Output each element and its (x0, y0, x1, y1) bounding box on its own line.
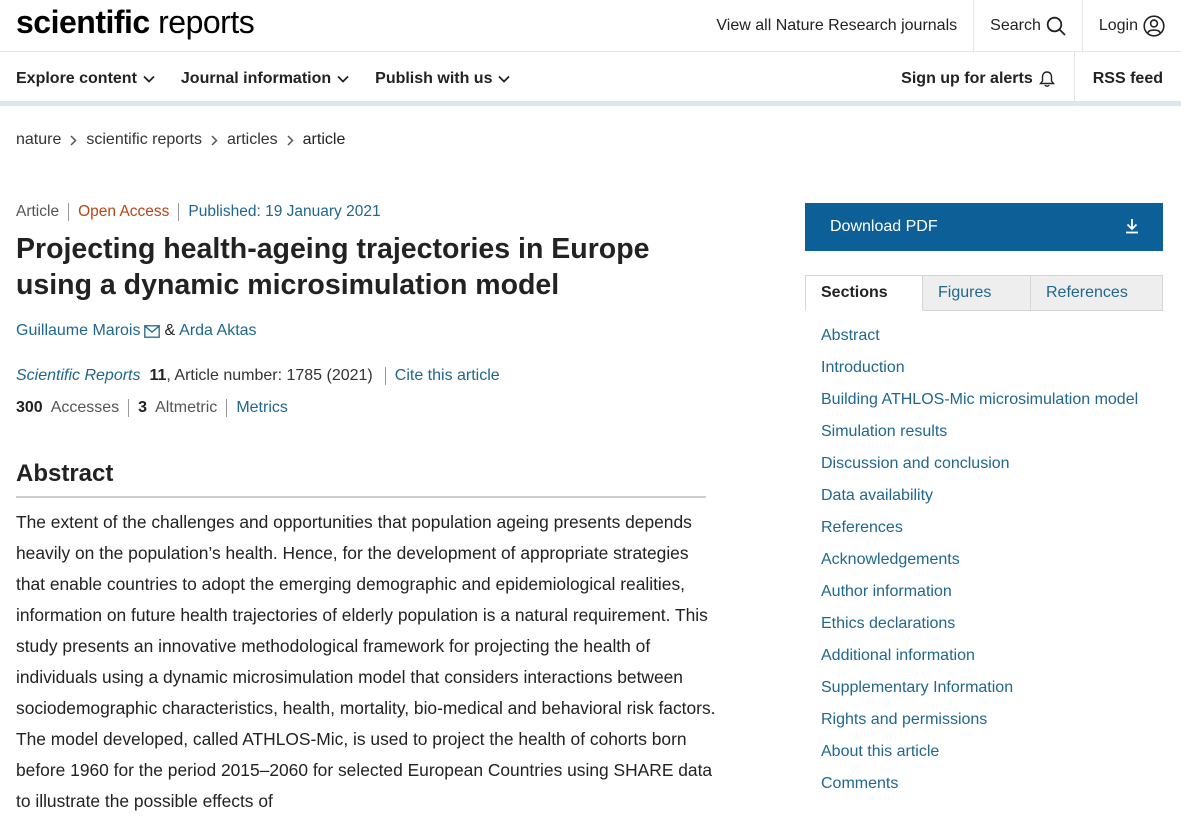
top-links (700, 0, 1181, 51)
volume-number: 11 (149, 367, 167, 384)
tab-sections[interactable]: Sections (805, 275, 923, 311)
search-button[interactable] (973, 0, 1082, 51)
section-link-introduction[interactable]: Introduction (821, 359, 905, 376)
section-link-abstract[interactable]: Abstract (821, 327, 880, 344)
altmetric-number: 3 (138, 399, 148, 416)
section-link-building-model[interactable]: Building ATHLOS-Mic microsimulation model (821, 391, 1139, 408)
alerts-label: Sign up for alerts (901, 70, 1033, 87)
altmetric-count (128, 399, 226, 417)
section-link-acknowledgements[interactable]: Acknowledgements (821, 551, 960, 568)
user-icon (1143, 15, 1165, 37)
login-button[interactable] (1082, 0, 1181, 51)
accesses-number: 300 (16, 399, 43, 416)
download-pdf-label: Download PDF (830, 218, 938, 235)
citation-line (16, 367, 500, 385)
rss-feed-link[interactable]: RSS feed (1074, 52, 1181, 106)
accesses-count (16, 399, 128, 417)
section-link-rights[interactable]: Rights and permissions (821, 711, 988, 728)
section-link-supplementary[interactable]: Supplementary Information (821, 679, 1014, 696)
section-link-references[interactable]: References (821, 519, 903, 536)
bell-icon (1038, 70, 1056, 88)
breadcrumb-scientific-reports[interactable]: scientific reports (86, 131, 202, 148)
section-link-ethics[interactable]: Ethics declarations (821, 615, 956, 632)
article-type: Article (16, 203, 60, 220)
nav-menu (16, 52, 536, 106)
altmetric-label: Altmetric (155, 399, 218, 416)
author-link-marois[interactable]: Guillaume Marois (16, 322, 141, 339)
nav-explore-content[interactable] (16, 70, 155, 88)
login-label: Login (1098, 16, 1138, 34)
nav-item-label: Explore content (16, 70, 137, 87)
chevron-down-icon (337, 75, 349, 83)
download-icon (1125, 218, 1139, 234)
section-link-about-article[interactable]: About this article (821, 743, 940, 760)
sidebar-tabs (805, 275, 1163, 311)
tab-references[interactable]: References (1031, 275, 1163, 311)
breadcrumb-nature[interactable]: nature (16, 131, 62, 148)
download-pdf-button[interactable] (805, 203, 1163, 251)
chevron-down-icon (143, 75, 155, 83)
view-all-journals-link[interactable]: View all Nature Research journals (716, 16, 958, 34)
metrics-line (16, 399, 297, 417)
published-date: Published: 19 January 2021 (178, 203, 389, 221)
chevron-down-icon (498, 75, 510, 83)
abstract-text: The extent of the challenges and opportunities that population ageing presents depends heavily on the population’s health. Hence, for the development of appropriate strategies that enable countries to adopt the emerging demographic and epidemiological realities, information on future health trajectories of elderly population is a natural requirement. This study presents an innovative methodological framework for projecting the health of individuals using a dynamic microsimulation model that considers interactions between sociodemographic characteristics, health, mortality, bio-medical and behavioral risk factors. The model developed, called ATHLOS-Mic, is used to project the health of cohorts born before 1960 for the period 2015–2060 for selected European Countries using SHARE data to illustrate the possible effects of (16, 512, 716, 811)
section-link-additional-information[interactable]: Additional information (821, 647, 975, 664)
main-nav (0, 52, 1181, 106)
abstract-heading: Abstract (16, 460, 706, 498)
author-link-aktas[interactable]: Arda Aktas (179, 322, 257, 339)
journal-name-link[interactable]: Scientific Reports (16, 367, 141, 384)
top-header (0, 0, 1181, 52)
nav-item-label: Journal information (180, 70, 332, 87)
mail-icon[interactable] (144, 325, 160, 338)
article-number: , Article number: 1785 (2021) (166, 367, 373, 384)
author-list (16, 322, 257, 340)
section-link-author-information[interactable]: Author information (821, 583, 952, 600)
search-label: Search (990, 16, 1041, 34)
chevron-right-icon (287, 135, 294, 146)
metrics-link[interactable]: Metrics (236, 399, 288, 416)
chevron-right-icon (211, 135, 218, 146)
logo-light-text: reports (158, 4, 255, 40)
cite-this-article-link[interactable]: Cite this article (385, 367, 500, 385)
chevron-right-icon (70, 135, 77, 146)
site-logo[interactable] (16, 4, 254, 41)
section-link-discussion[interactable]: Discussion and conclusion (821, 455, 1010, 472)
author-separator: & (164, 322, 176, 339)
nav-journal-information[interactable] (181, 70, 349, 88)
nav-publish-with-us[interactable] (375, 70, 510, 88)
logo-bold-text: scientific (16, 4, 150, 40)
search-icon (1046, 16, 1066, 36)
accesses-label: Accesses (50, 399, 120, 416)
nav-item-label: Publish with us (375, 70, 493, 87)
breadcrumb-articles[interactable]: articles (226, 131, 278, 148)
tab-figures[interactable]: Figures (923, 275, 1031, 311)
article-meta (16, 203, 390, 221)
sign-up-alerts-button[interactable] (883, 52, 1074, 106)
open-access-badge: Open Access (68, 203, 178, 221)
sections-list (821, 320, 1138, 800)
breadcrumb (16, 131, 345, 149)
article-title: Projecting health-ageing trajectories in Europe using a dynamic microsimulation model (16, 233, 650, 301)
section-link-simulation-results[interactable]: Simulation results (821, 423, 948, 440)
nav-actions (883, 52, 1181, 106)
section-link-data-availability[interactable]: Data availability (821, 487, 934, 504)
section-link-comments[interactable]: Comments (821, 775, 899, 792)
breadcrumb-current: article (302, 131, 346, 148)
metrics-group (226, 399, 297, 417)
